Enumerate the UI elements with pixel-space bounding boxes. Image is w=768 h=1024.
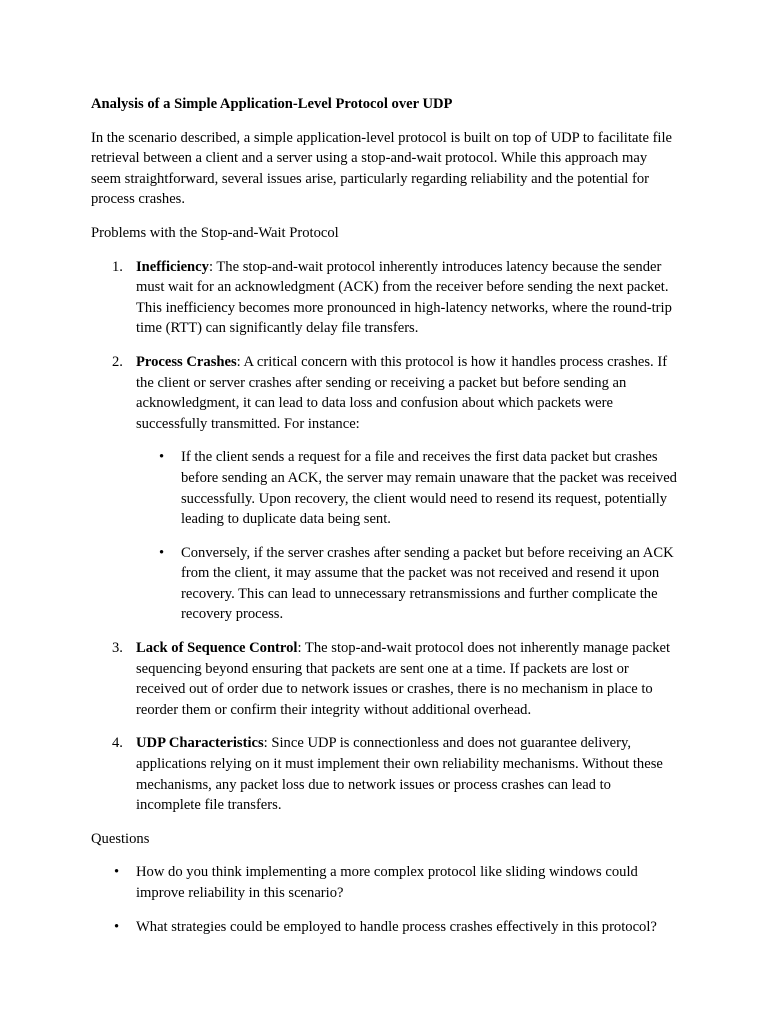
problem-item [91,638,679,720]
problem-item [91,352,679,625]
problem-term: UDP Characteristics [136,735,264,752]
problem-text: : The stop-and-wait protocol does not inherently manage packet sequencing beyond ensuring that packets are sent one at a time. If packets are lost or received out of order due to network issues or crashes, there is no mechanism in place to reorder them or confirm their integrity without additional overhead. [136,640,671,718]
list-number: 3. [112,640,123,657]
list-number: 1. [112,258,123,275]
crash-examples-list [136,447,679,625]
document-title: Analysis of a Simple Application-Level Protocol over UDP [91,96,453,112]
problem-text: : Since UDP is connectionless and does not guarantee delivery, applications relying on it must implement their own reliability mechanisms. Without these mechanisms, any packet loss due to network issues or process crashes can lead to incomplete file transfers. [136,735,663,814]
bullet-text: If the client sends a request for a file and receives the first data packet but crashes before sending an ACK, the server may remain unaware that the packet was received successfully. Upon recovery, the client would need to resend its request, potentially leading to duplicate data being sent. [181,449,677,528]
problem-text: : The stop-and-wait protocol inherently introduces latency because the sender must wait for an acknowledgment (ACK) from the receiver before sending the next packet. This inefficiency becomes more pronounced in high-latency networks, where the round-trip time (RTT) can significantly delay file transfers. [136,258,672,337]
problem-text: : A critical concern with this protocol is how it handles process crashes. If the client or server crashes after sending or receiving a packet but before sending an acknowledgment, it can lead to data loss and confusion about which packets were successfully transmitted. For instance: [136,353,668,432]
bullet-icon: • [114,918,120,935]
problem-term: Lack of Sequence Control [136,640,298,657]
bullet-icon: • [114,864,120,881]
bullet-icon: • [159,544,165,561]
problems-heading: Problems with the Stop-and-Wait Protocol [91,224,339,241]
list-number: 2. [112,353,123,370]
bullet-icon: • [159,449,165,466]
problem-term: Inefficiency [136,258,209,275]
list-item [91,862,679,903]
problems-list [91,257,679,816]
question-text: What strategies could be employed to handle process crashes effectively in this protocol? [136,918,657,935]
questions-list [91,862,679,937]
problem-item [91,257,679,339]
problem-term: Process Crashes [136,353,237,370]
list-number: 4. [112,735,123,752]
problem-item [91,733,679,815]
list-item [136,543,679,625]
list-item [91,917,679,938]
document-page [91,94,679,950]
bullet-text: Conversely, if the server crashes after sending a packet but before receiving an ACK from the client, it may assume that the packet was not received and resend it upon recovery. This can lead to unnecessary retransmissions and further complicate the recovery process. [181,544,674,623]
question-text: How do you think implementing a more complex protocol like sliding windows could improve reliability in this scenario? [136,864,638,901]
intro-paragraph: In the scenario described, a simple application-level protocol is built on top of UDP to facilitate file retrieval between a client and a server using a stop-and-wait protocol. While this approach may seem straightforward, several issues arise, particularly regarding reliability and the potential for process crashes. [91,129,673,208]
list-item [136,447,679,529]
questions-heading: Questions [91,830,150,847]
